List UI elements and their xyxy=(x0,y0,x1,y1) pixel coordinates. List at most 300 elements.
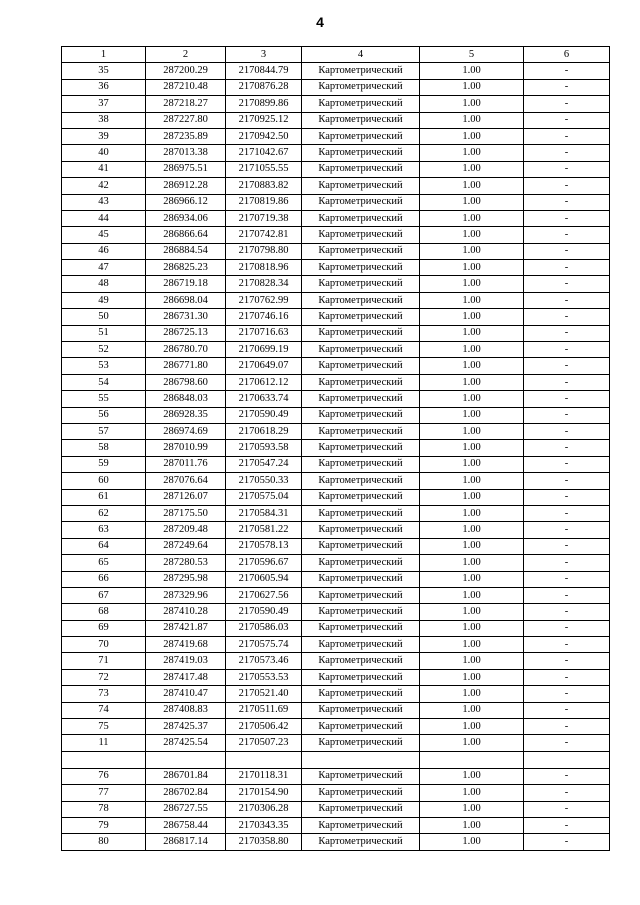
table-cell: 37 xyxy=(62,96,146,112)
table-cell: Картометрический xyxy=(302,128,420,144)
table-cell: 42 xyxy=(62,178,146,194)
table-row xyxy=(62,522,610,538)
table-cell: 286825.23 xyxy=(146,260,226,276)
table-cell: Картометрический xyxy=(302,374,420,390)
table-cell: 2170573.46 xyxy=(226,653,302,669)
table-row xyxy=(62,96,610,112)
table-cell: 287200.29 xyxy=(146,63,226,79)
table-cell: Картометрический xyxy=(302,768,420,784)
table-cell: 1.00 xyxy=(420,473,524,489)
table-cell: Картометрический xyxy=(302,604,420,620)
table-cell: 2170358.80 xyxy=(226,834,302,850)
table-cell: Картометрический xyxy=(302,653,420,669)
table-cell: 287210.48 xyxy=(146,79,226,95)
table-cell: 61 xyxy=(62,489,146,505)
column-header: 1 xyxy=(62,47,146,63)
table-cell: Картометрический xyxy=(302,260,420,276)
table-cell: 1.00 xyxy=(420,79,524,95)
table-cell: - xyxy=(524,505,610,521)
table-cell: 1.00 xyxy=(420,145,524,161)
table-row xyxy=(62,719,610,735)
table-cell: 2170899.86 xyxy=(226,96,302,112)
column-header: 3 xyxy=(226,47,302,63)
table-cell: - xyxy=(524,112,610,128)
table-cell: 286866.64 xyxy=(146,227,226,243)
table-cell: - xyxy=(524,669,610,685)
table-cell: 2170612.12 xyxy=(226,374,302,390)
table-cell: 1.00 xyxy=(420,555,524,571)
table-cell: 53 xyxy=(62,358,146,374)
table-cell: 1.00 xyxy=(420,292,524,308)
table-cell: Картометрический xyxy=(302,325,420,341)
table-cell: - xyxy=(524,63,610,79)
table-cell: Картометрический xyxy=(302,309,420,325)
table-row xyxy=(62,178,610,194)
table-cell: - xyxy=(524,358,610,374)
table-cell: - xyxy=(524,79,610,95)
table-row xyxy=(62,128,610,144)
table-cell: Картометрический xyxy=(302,801,420,817)
table-row xyxy=(62,440,610,456)
table-cell: Картометрический xyxy=(302,407,420,423)
table-cell: 287280.53 xyxy=(146,555,226,571)
table-cell: - xyxy=(524,587,610,603)
table-row xyxy=(62,817,610,833)
table-row xyxy=(62,801,610,817)
table-cell: - xyxy=(524,653,610,669)
table-cell: 1.00 xyxy=(420,63,524,79)
table-cell: 1.00 xyxy=(420,260,524,276)
table-cell: - xyxy=(524,686,610,702)
table-cell: 286719.18 xyxy=(146,276,226,292)
table-cell: 62 xyxy=(62,505,146,521)
page-number: 4 xyxy=(316,14,324,30)
table-cell: 1.00 xyxy=(420,227,524,243)
table-row xyxy=(62,243,610,259)
table-cell: Картометрический xyxy=(302,194,420,210)
table-cell: 2171055.55 xyxy=(226,161,302,177)
table-cell: Картометрический xyxy=(302,538,420,554)
table-cell: - xyxy=(524,440,610,456)
table-cell: 286771.80 xyxy=(146,358,226,374)
table-cell: 1.00 xyxy=(420,785,524,801)
table-cell: 286702.84 xyxy=(146,785,226,801)
table-cell: Картометрический xyxy=(302,178,420,194)
table-cell: 48 xyxy=(62,276,146,292)
table-cell: Картометрический xyxy=(302,79,420,95)
table-cell: Картометрический xyxy=(302,505,420,521)
table-cell: 287175.50 xyxy=(146,505,226,521)
table-body xyxy=(62,63,610,850)
table-cell: 1.00 xyxy=(420,342,524,358)
table-cell: 1.00 xyxy=(420,571,524,587)
table-cell: 286884.54 xyxy=(146,243,226,259)
table-cell: 52 xyxy=(62,342,146,358)
table-cell: 2170581.22 xyxy=(226,522,302,538)
table-cell: 287295.98 xyxy=(146,571,226,587)
empty-cell xyxy=(226,751,302,768)
table-cell: 287410.28 xyxy=(146,604,226,620)
table-cell: - xyxy=(524,96,610,112)
table-cell: 2170746.16 xyxy=(226,309,302,325)
table-row xyxy=(62,325,610,341)
table-cell: - xyxy=(524,178,610,194)
table-cell: 1.00 xyxy=(420,653,524,669)
table-cell: 72 xyxy=(62,669,146,685)
table-cell: 1.00 xyxy=(420,637,524,653)
table-row xyxy=(62,342,610,358)
table-cell: - xyxy=(524,325,610,341)
table-cell: Картометрический xyxy=(302,686,420,702)
table-cell: - xyxy=(524,801,610,817)
table-cell: 287227.80 xyxy=(146,112,226,128)
table-cell: 49 xyxy=(62,292,146,308)
table-cell: - xyxy=(524,702,610,718)
table-cell: 39 xyxy=(62,128,146,144)
table-cell: - xyxy=(524,817,610,833)
table-cell: Картометрический xyxy=(302,719,420,735)
table-cell: 78 xyxy=(62,801,146,817)
table-cell: Картометрический xyxy=(302,63,420,79)
table-row xyxy=(62,194,610,210)
table-cell: 1.00 xyxy=(420,768,524,784)
table-row xyxy=(62,260,610,276)
table-row xyxy=(62,768,610,784)
table-cell: 286912.28 xyxy=(146,178,226,194)
table-cell: 2170590.49 xyxy=(226,604,302,620)
table-cell: - xyxy=(524,391,610,407)
table-cell: 75 xyxy=(62,719,146,735)
table-cell: 287419.68 xyxy=(146,637,226,653)
table-cell: - xyxy=(524,834,610,850)
table-cell: 2170154.90 xyxy=(226,785,302,801)
table-cell: 1.00 xyxy=(420,128,524,144)
table-row xyxy=(62,571,610,587)
table-cell: 1.00 xyxy=(420,505,524,521)
table-cell: 51 xyxy=(62,325,146,341)
table-cell: - xyxy=(524,374,610,390)
table-cell: 2170844.79 xyxy=(226,63,302,79)
table-cell: 287329.96 xyxy=(146,587,226,603)
table-cell: 286725.13 xyxy=(146,325,226,341)
table-cell: 1.00 xyxy=(420,538,524,554)
table-cell: 2170819.86 xyxy=(226,194,302,210)
table-cell: 2170699.19 xyxy=(226,342,302,358)
table-row xyxy=(62,227,610,243)
column-header: 6 xyxy=(524,47,610,63)
table-cell: 1.00 xyxy=(420,243,524,259)
table-cell: - xyxy=(524,292,610,308)
table-cell: Картометрический xyxy=(302,440,420,456)
table-cell: 76 xyxy=(62,768,146,784)
table-cell: Картометрический xyxy=(302,555,420,571)
table-cell: 2170553.53 xyxy=(226,669,302,685)
table-cell: 1.00 xyxy=(420,112,524,128)
table-cell: - xyxy=(524,194,610,210)
table-cell: 1.00 xyxy=(420,440,524,456)
table-cell: 63 xyxy=(62,522,146,538)
table-cell: 287425.54 xyxy=(146,735,226,751)
table-cell: 1.00 xyxy=(420,325,524,341)
table-cell: - xyxy=(524,128,610,144)
table-cell: Картометрический xyxy=(302,210,420,226)
table-cell: 1.00 xyxy=(420,735,524,751)
table-cell: 287126.07 xyxy=(146,489,226,505)
coordinates-table xyxy=(61,46,610,851)
table-cell: 1.00 xyxy=(420,702,524,718)
table-cell: 2170578.13 xyxy=(226,538,302,554)
table-cell: 1.00 xyxy=(420,374,524,390)
table-cell: Картометрический xyxy=(302,96,420,112)
table-cell: 2170828.34 xyxy=(226,276,302,292)
table-cell: 2170586.03 xyxy=(226,620,302,636)
table-row xyxy=(62,489,610,505)
table-cell: 65 xyxy=(62,555,146,571)
table-cell: 2170306.28 xyxy=(226,801,302,817)
table-cell: Картометрический xyxy=(302,735,420,751)
table-cell: 1.00 xyxy=(420,210,524,226)
table-cell: - xyxy=(524,276,610,292)
table-cell: 41 xyxy=(62,161,146,177)
table-cell: Картометрический xyxy=(302,669,420,685)
table-cell: - xyxy=(524,473,610,489)
table-cell: 64 xyxy=(62,538,146,554)
table-cell: 1.00 xyxy=(420,801,524,817)
table-cell: 1.00 xyxy=(420,456,524,472)
table-cell: Картометрический xyxy=(302,342,420,358)
table-cell: 67 xyxy=(62,587,146,603)
empty-cell xyxy=(62,751,146,768)
table-cell: 2170550.33 xyxy=(226,473,302,489)
table-row xyxy=(62,423,610,439)
table-cell: 54 xyxy=(62,374,146,390)
table-cell: 287011.76 xyxy=(146,456,226,472)
table-cell: 286698.04 xyxy=(146,292,226,308)
table-row xyxy=(62,358,610,374)
table-cell: Картометрический xyxy=(302,620,420,636)
table-cell: - xyxy=(524,785,610,801)
table-cell: Картометрический xyxy=(302,817,420,833)
table-cell: 286780.70 xyxy=(146,342,226,358)
table-cell: 36 xyxy=(62,79,146,95)
table-cell: 286934.06 xyxy=(146,210,226,226)
table-cell: 1.00 xyxy=(420,686,524,702)
table-cell: 286701.84 xyxy=(146,768,226,784)
table-cell: 2170762.99 xyxy=(226,292,302,308)
table-cell: 287076.64 xyxy=(146,473,226,489)
table-cell: 287419.03 xyxy=(146,653,226,669)
table-cell: 2170942.50 xyxy=(226,128,302,144)
table-cell: - xyxy=(524,243,610,259)
table-cell: Картометрический xyxy=(302,571,420,587)
table-cell: 2170798.80 xyxy=(226,243,302,259)
table-cell: 1.00 xyxy=(420,391,524,407)
table-cell: 55 xyxy=(62,391,146,407)
table-row xyxy=(62,276,610,292)
table-cell: - xyxy=(524,538,610,554)
table-row xyxy=(62,587,610,603)
table-cell: 2170742.81 xyxy=(226,227,302,243)
table-cell: 1.00 xyxy=(420,358,524,374)
table-cell: 1.00 xyxy=(420,604,524,620)
table-cell: - xyxy=(524,210,610,226)
table-cell: 2170584.31 xyxy=(226,505,302,521)
table-row xyxy=(62,79,610,95)
empty-cell xyxy=(302,751,420,768)
table-cell: 58 xyxy=(62,440,146,456)
table-row xyxy=(62,555,610,571)
table-cell: - xyxy=(524,620,610,636)
table-row xyxy=(62,374,610,390)
table-row xyxy=(62,456,610,472)
table-row xyxy=(62,620,610,636)
table-row xyxy=(62,653,610,669)
table-cell: 2170593.58 xyxy=(226,440,302,456)
table-row xyxy=(62,505,610,521)
table-header-row xyxy=(62,47,610,63)
column-header: 2 xyxy=(146,47,226,63)
table-cell: 287421.87 xyxy=(146,620,226,636)
table-cell: - xyxy=(524,260,610,276)
table-cell: 44 xyxy=(62,210,146,226)
table-cell: Картометрический xyxy=(302,243,420,259)
table-cell: 1.00 xyxy=(420,522,524,538)
table-cell: 286928.35 xyxy=(146,407,226,423)
table-cell: 60 xyxy=(62,473,146,489)
table-cell: - xyxy=(524,342,610,358)
table-row xyxy=(62,63,610,79)
table-row xyxy=(62,702,610,718)
table-cell: 46 xyxy=(62,243,146,259)
table-cell: 1.00 xyxy=(420,178,524,194)
table-row xyxy=(62,112,610,128)
table-row xyxy=(62,292,610,308)
table-cell: 287425.37 xyxy=(146,719,226,735)
column-header: 5 xyxy=(420,47,524,63)
table-cell: - xyxy=(524,227,610,243)
table-cell: 286975.51 xyxy=(146,161,226,177)
column-header: 4 xyxy=(302,47,420,63)
table-cell: 71 xyxy=(62,653,146,669)
table-cell: 2171042.67 xyxy=(226,145,302,161)
table-cell: 40 xyxy=(62,145,146,161)
table-cell: 56 xyxy=(62,407,146,423)
table-cell: Картометрический xyxy=(302,637,420,653)
table-cell: Картометрический xyxy=(302,161,420,177)
table-cell: 2170883.82 xyxy=(226,178,302,194)
table-row xyxy=(62,309,610,325)
table-cell: 2170618.29 xyxy=(226,423,302,439)
table-cell: Картометрический xyxy=(302,522,420,538)
table-cell: Картометрический xyxy=(302,587,420,603)
table-cell: 2170633.74 xyxy=(226,391,302,407)
table-cell: 287235.89 xyxy=(146,128,226,144)
table-row xyxy=(62,785,610,801)
table-cell: Картометрический xyxy=(302,112,420,128)
table-cell: Картометрический xyxy=(302,227,420,243)
table-cell: 1.00 xyxy=(420,309,524,325)
table-cell: - xyxy=(524,735,610,751)
table-cell: 2170719.38 xyxy=(226,210,302,226)
table-cell: 286727.55 xyxy=(146,801,226,817)
table-cell: 1.00 xyxy=(420,423,524,439)
table-cell: Картометрический xyxy=(302,276,420,292)
table-cell: 2170818.96 xyxy=(226,260,302,276)
table-cell: 2170506.42 xyxy=(226,719,302,735)
table-cell: 2170521.40 xyxy=(226,686,302,702)
table-cell: 2170575.04 xyxy=(226,489,302,505)
table-cell: 287408.83 xyxy=(146,702,226,718)
table-row xyxy=(62,145,610,161)
table-cell: 2170596.67 xyxy=(226,555,302,571)
table-cell: - xyxy=(524,145,610,161)
table-cell: 35 xyxy=(62,63,146,79)
table-cell: 11 xyxy=(62,735,146,751)
table-row xyxy=(62,161,610,177)
table-cell: 68 xyxy=(62,604,146,620)
table-cell: 286974.69 xyxy=(146,423,226,439)
table-row xyxy=(62,473,610,489)
table-cell: 1.00 xyxy=(420,161,524,177)
table-cell: Картометрический xyxy=(302,489,420,505)
table-cell: Картометрический xyxy=(302,391,420,407)
table-cell: 45 xyxy=(62,227,146,243)
table-row xyxy=(62,391,610,407)
table-row xyxy=(62,637,610,653)
table-cell: Картометрический xyxy=(302,292,420,308)
table-cell: 1.00 xyxy=(420,587,524,603)
table-cell: 286817.14 xyxy=(146,834,226,850)
table-cell: Картометрический xyxy=(302,423,420,439)
empty-cell xyxy=(420,751,524,768)
table-cell: 2170716.63 xyxy=(226,325,302,341)
table-cell: 2170547.24 xyxy=(226,456,302,472)
table-cell: 1.00 xyxy=(420,276,524,292)
table-cell: 74 xyxy=(62,702,146,718)
table-cell: 80 xyxy=(62,834,146,850)
table-cell: 286758.44 xyxy=(146,817,226,833)
table-cell: 77 xyxy=(62,785,146,801)
table-cell: 2170343.35 xyxy=(226,817,302,833)
table-cell: 57 xyxy=(62,423,146,439)
table-cell: 38 xyxy=(62,112,146,128)
table-cell: 287249.64 xyxy=(146,538,226,554)
table-row xyxy=(62,686,610,702)
table-cell: 1.00 xyxy=(420,817,524,833)
table-cell: 1.00 xyxy=(420,669,524,685)
table-cell: 47 xyxy=(62,260,146,276)
table-cell: 287013.38 xyxy=(146,145,226,161)
table-cell: 287410.47 xyxy=(146,686,226,702)
table-cell: 286966.12 xyxy=(146,194,226,210)
table-cell: 1.00 xyxy=(420,719,524,735)
table-cell: 2170590.49 xyxy=(226,407,302,423)
table-row xyxy=(62,735,610,751)
table-cell: 2170649.07 xyxy=(226,358,302,374)
table-cell: - xyxy=(524,407,610,423)
table-cell: 79 xyxy=(62,817,146,833)
table-row xyxy=(62,604,610,620)
table-cell: Картометрический xyxy=(302,785,420,801)
table-row xyxy=(62,669,610,685)
table-cell: - xyxy=(524,719,610,735)
table-cell: 73 xyxy=(62,686,146,702)
table-cell: 1.00 xyxy=(420,620,524,636)
table-cell: 2170118.31 xyxy=(226,768,302,784)
table-cell: 1.00 xyxy=(420,489,524,505)
table-cell: Картометрический xyxy=(302,145,420,161)
table-cell: Картометрический xyxy=(302,456,420,472)
